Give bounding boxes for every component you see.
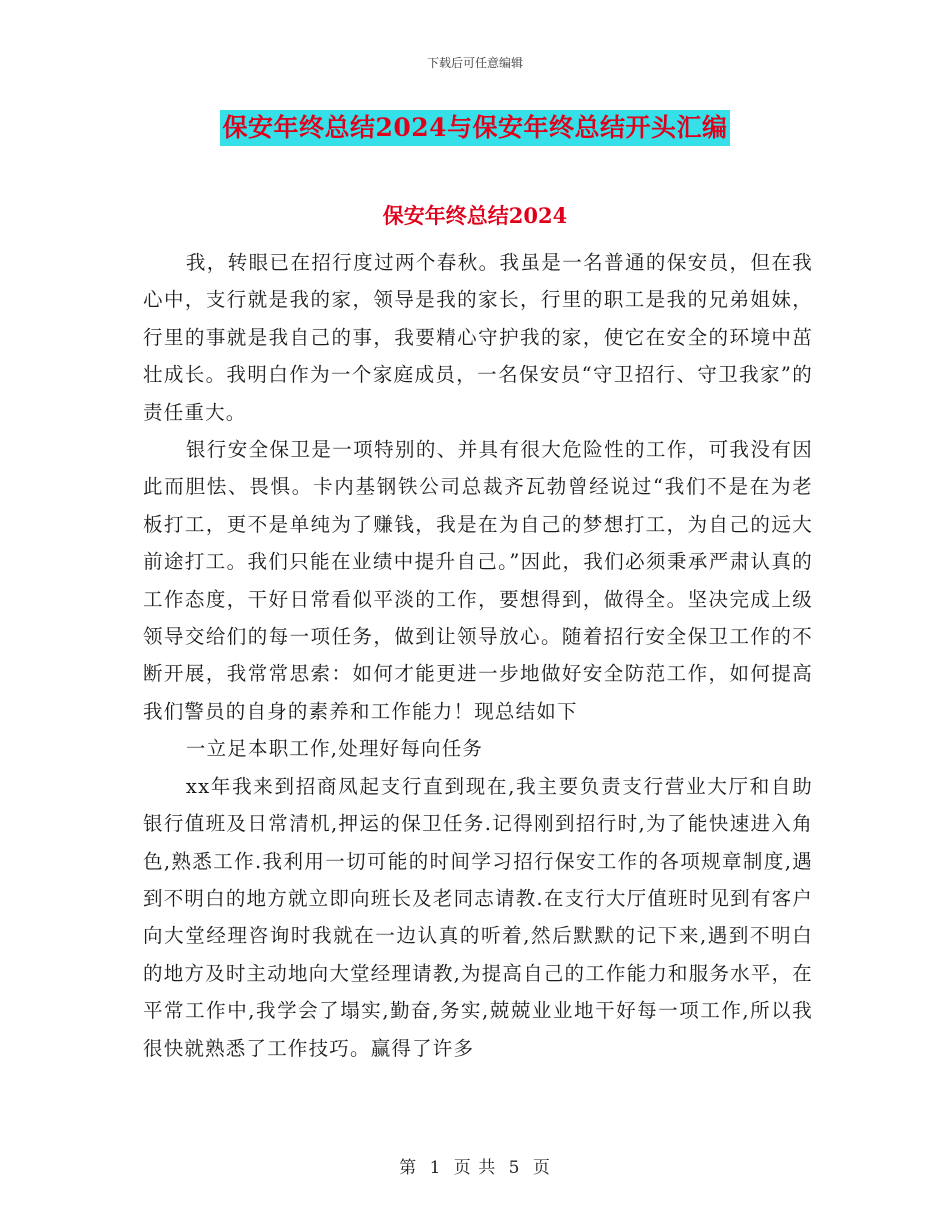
footer-total-pages: 5 (508, 1158, 521, 1178)
main-title-container (0, 110, 950, 146)
header-note: 下载后可任意编辑 (426, 56, 523, 70)
section-title: 保安年终总结2024 (382, 203, 568, 228)
body-text (143, 244, 813, 1067)
paragraph: 银行安全保卫是一项特别的、并具有很大危险性的工作，可我没有因此而胆怯、畏惧。卡内基钢铁公司总裁齐瓦勃曾经说过“我们不是在为老板打工，更不是单纯为了赚钱，我是在为自己的梦想打工，为自己的远大前途打工。我们只能在业绩中提升自己。”因此，我们必须秉承严肃认真的工作态度，干好日常看似平淡的工作，要想得到，做得全。坚决完成上级领导交给们的每一项任务，做到让领导放心。随着招行安全保卫工作的不断开展，我常常思索：如何才能更进一步地做好安全防范工作，如何提高我们警员的自身的素养和工作能力！现总结如下 (143, 438, 813, 723)
footer-middle: 页 共 (453, 1158, 497, 1178)
footer-prefix: 第 (399, 1158, 418, 1178)
paragraph: xx年我来到招商凤起支行直到现在,我主要负责支行营业大厅和自助银行值班及日常清机,押运的保卫任务.记得刚到招行时,为了能快速进入角色,熟悉工作.我利用一切可能的时间学习招行保安工作的各项规章制度,遇到不明白的地方就立即向班长及老同志请教.在支行大厅值班时见到有客户向大堂经理咨询时我就在一边认真的听着,然后默默的记下来,遇到不明白的地方及时主动地向大堂经理请教,为提高自己的工作能力和服务水平，在平常工作中,我学会了塌实,勤奋,务实,兢兢业业地干好每一项工作,所以我很快就熟悉了工作技巧。赢得了许多 (143, 774, 813, 1060)
footer-suffix: 页 (532, 1158, 551, 1178)
footer-page-number: 1 (429, 1158, 442, 1178)
paragraph: 一立足本职工作,处理好每向任务 (185, 737, 484, 761)
main-title: 保安年终总结2024与保安年终总结开头汇编 (220, 110, 729, 146)
paragraph: 我，转眼已在招行度过两个春秋。我虽是一名普通的保安员，但在我心中，支行就是我的家，领导是我的家长，行里的职工是我的兄弟姐妹，行里的事就是我自己的事，我要精心守护我的家，使它在安全的环境中茁壮成长。我明白作为一个家庭成员，一名保安员“守卫招行、守卫我家”的责任重大。 (143, 251, 813, 424)
page-footer (0, 1153, 950, 1178)
